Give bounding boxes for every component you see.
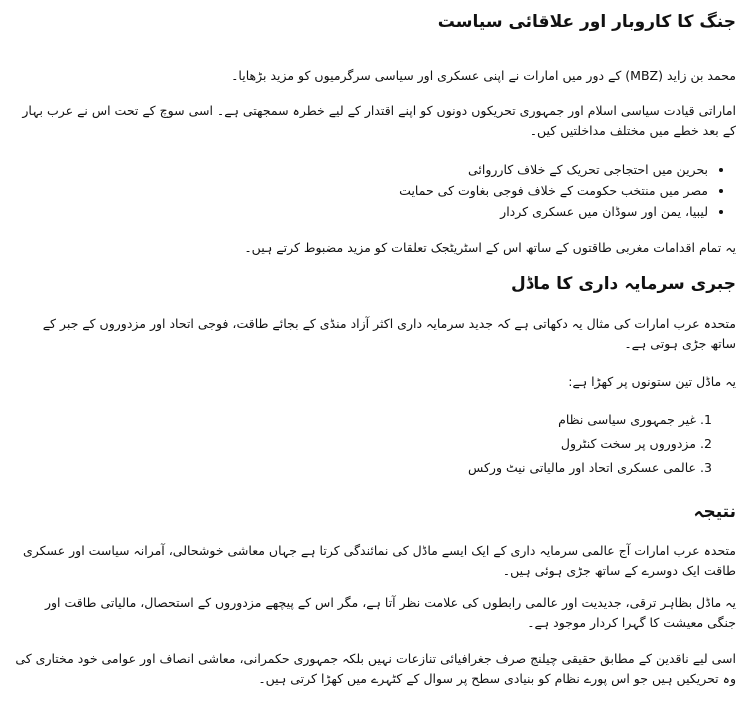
pillars-list (14, 408, 736, 480)
paragraph-conclusion-progress: یہ ماڈل بظاہر ترقی، جدیدیت اور عالمی رابطوں کی علامت نظر آتا ہے، مگر اس کے پیچھے مزدوروں کے استحصال، مالیاتی طاقت اور جنگی معیشت کا گہرا کردار موجود ہے۔ (44, 595, 736, 630)
section-heading-conclusion: نتیجہ (693, 502, 736, 522)
list-item: 3. عالمی عسکری اتحاد اور مالیاتی نیٹ ورکس (14, 456, 696, 480)
paragraph-uae-example: متحدہ عرب امارات کی مثال یہ دکھاتی ہے کہ جدید سرمایہ داری اکثر آزاد منڈی کے بجائے طاقت، فوجی اتحاد اور مزدوروں کے جبر کے ساتھ جڑی ہوتی ہے۔ (42, 316, 736, 351)
list-item: • بحرین میں احتجاجی تحریک کے خلاف کارروائی (14, 159, 708, 180)
section-heading-coercive-capitalism: جبری سرمایہ داری کا ماڈل (511, 274, 736, 294)
list-item: 2. مزدوروں پر سخت کنٹرول (14, 432, 696, 456)
paragraph-conclusion-challenge: اسی لیے ناقدین کے مطابق حقیقی چیلنج صرف جغرافیائی تنازعات نہیں بلکہ جمہوری حکمرانی، معاشی انصاف اور عوامی خود مختاری کی وہ تحریکیں ہیں جو اس پورے نظام کو بنیادی سطح پر سوال کے کٹہرے میں کھڑا کرتی ہیں۔ (15, 651, 736, 686)
paragraph-leadership: اماراتی قیادت سیاسی اسلام اور جمہوری تحریکوں دونوں کو اپنے اقتدار کے لیے خطرہ سمجھتی ہے۔ اسی سوچ کے تحت اس نے عرب بہار کے بعد خطے میں مختلف مداخلتیں کیں۔ (22, 103, 736, 138)
list-item: 1. غیر جمہوری سیاسی نظام (14, 408, 696, 432)
list-item: • مصر میں منتخب حکومت کے خلاف فوجی بغاوت کی حمایت (14, 180, 708, 201)
paragraph-western-ties: یہ تمام اقدامات مغربی طاقتوں کے ساتھ اس کے اسٹریٹجک تعلقات کو مزید مضبوط کرتے ہیں۔ (244, 240, 736, 255)
section-heading-war-business: جنگ کا کاروبار اور علاقائی سیاست (437, 12, 736, 32)
list-item: • لیبیا، یمن اور سوڈان میں عسکری کردار (14, 201, 708, 222)
paragraph-mbz: محمد بن زاید (MBZ) کے دور میں امارات نے اپنی عسکری اور سیاسی سرگرمیوں کو مزید بڑھایا۔ (231, 68, 736, 83)
interventions-list (14, 159, 736, 222)
paragraph-conclusion-model: متحدہ عرب امارات آج عالمی سرمایہ داری کے ایک ایسے ماڈل کی نمائندگی کرتا ہے جہاں معاشی خوشحالی، آمرانہ سیاست اور عسکری طاقت ایک دوسرے کے ساتھ جڑی ہوئی ہیں۔ (22, 543, 736, 578)
paragraph-three-pillars: یہ ماڈل تین ستونوں پر کھڑا ہے: (568, 374, 736, 389)
